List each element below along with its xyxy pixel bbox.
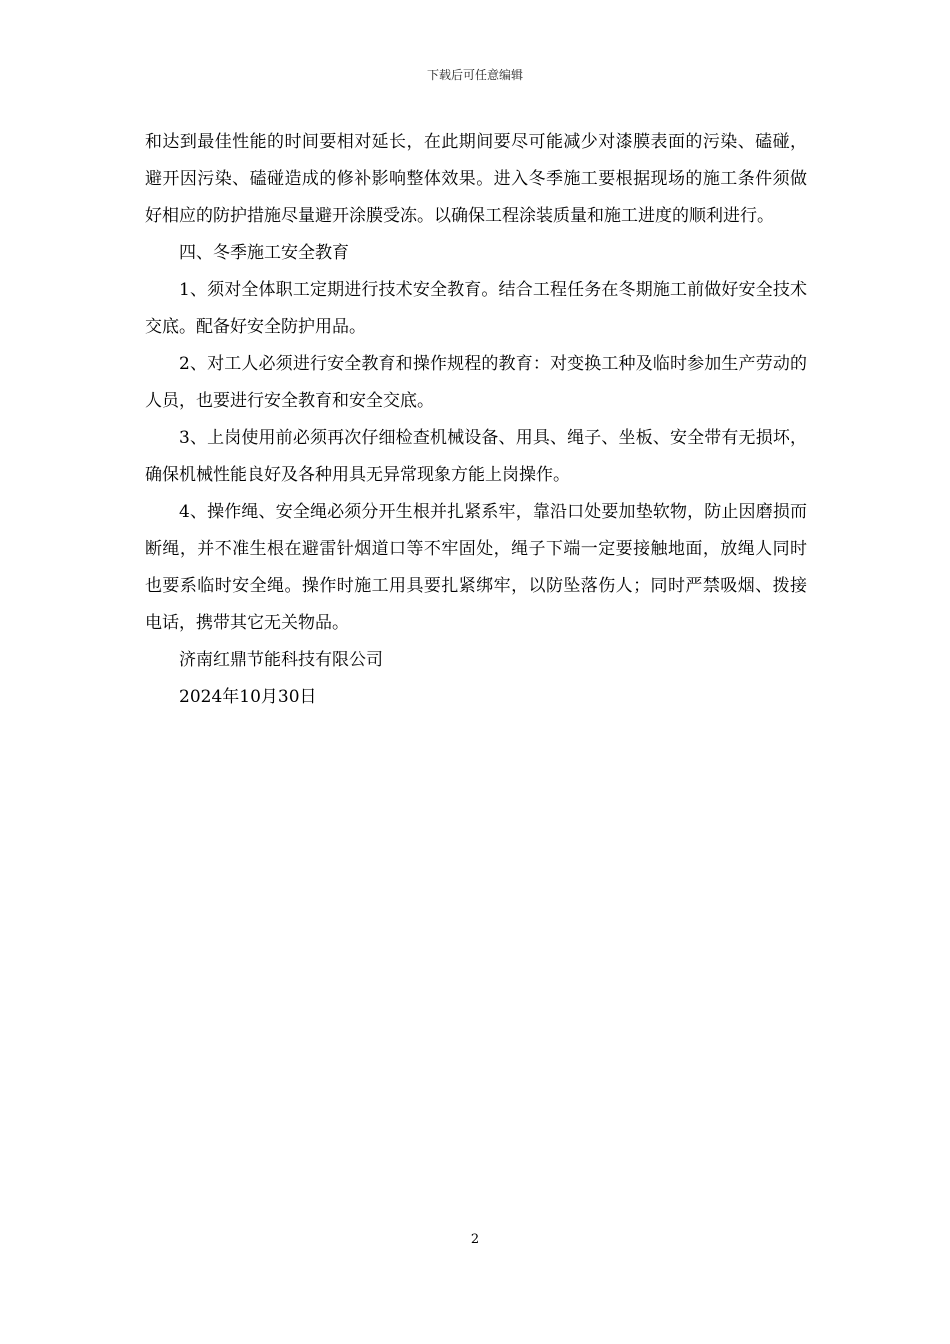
list-item: 4、操作绳、安全绳必须分开生根并扎紧系牢，靠沿口处要加垫软物，防止因磨损而断绳，并不准生根在避雷针烟道口等不牢固处，绳子下端一定要接触地面，放绳人同时也要系临时安全绳。操作时施工用具要扎紧绑牢，以防坠落伤人；同时严禁吸烟、拨接电话，携带其它无关物品。: [145, 502, 807, 633]
page-header: 下载后可任意编辑: [426, 68, 523, 82]
company-name: 济南红鼎节能科技有限公司: [179, 650, 383, 670]
list-item: 1、须对全体职工定期进行技术安全教育。结合工程任务在冬期施工前做好安全技术交底。配备好安全防护用品。: [145, 280, 807, 337]
list-item: 3、上岗使用前必须再次仔细检查机械设备、用具、绳子、坐板、安全带有无损坏，确保机械性能良好及各种用具无异常现象方能上岗操作。: [145, 428, 807, 485]
document-date: 2024年10月30日: [179, 687, 317, 707]
list-item: 2、对工人必须进行安全教育和操作规程的教育：对变换工种及临时参加生产劳动的人员，也要进行安全教育和安全交底。: [145, 354, 807, 411]
document-body: [145, 124, 807, 716]
section-heading: 四、冬季施工安全教育: [179, 243, 349, 263]
paragraph-continuation: 和达到最佳性能的时间要相对延长，在此期间要尽可能减少对漆膜表面的污染、磕碰，避开因污染、磕碰造成的修补影响整体效果。进入冬季施工要根据现场的施工条件须做好相应的防护措施尽量避开涂膜受冻。以确保工程涂装质量和施工进度的顺利进行。: [145, 132, 807, 226]
page-number: 2: [470, 1232, 480, 1247]
